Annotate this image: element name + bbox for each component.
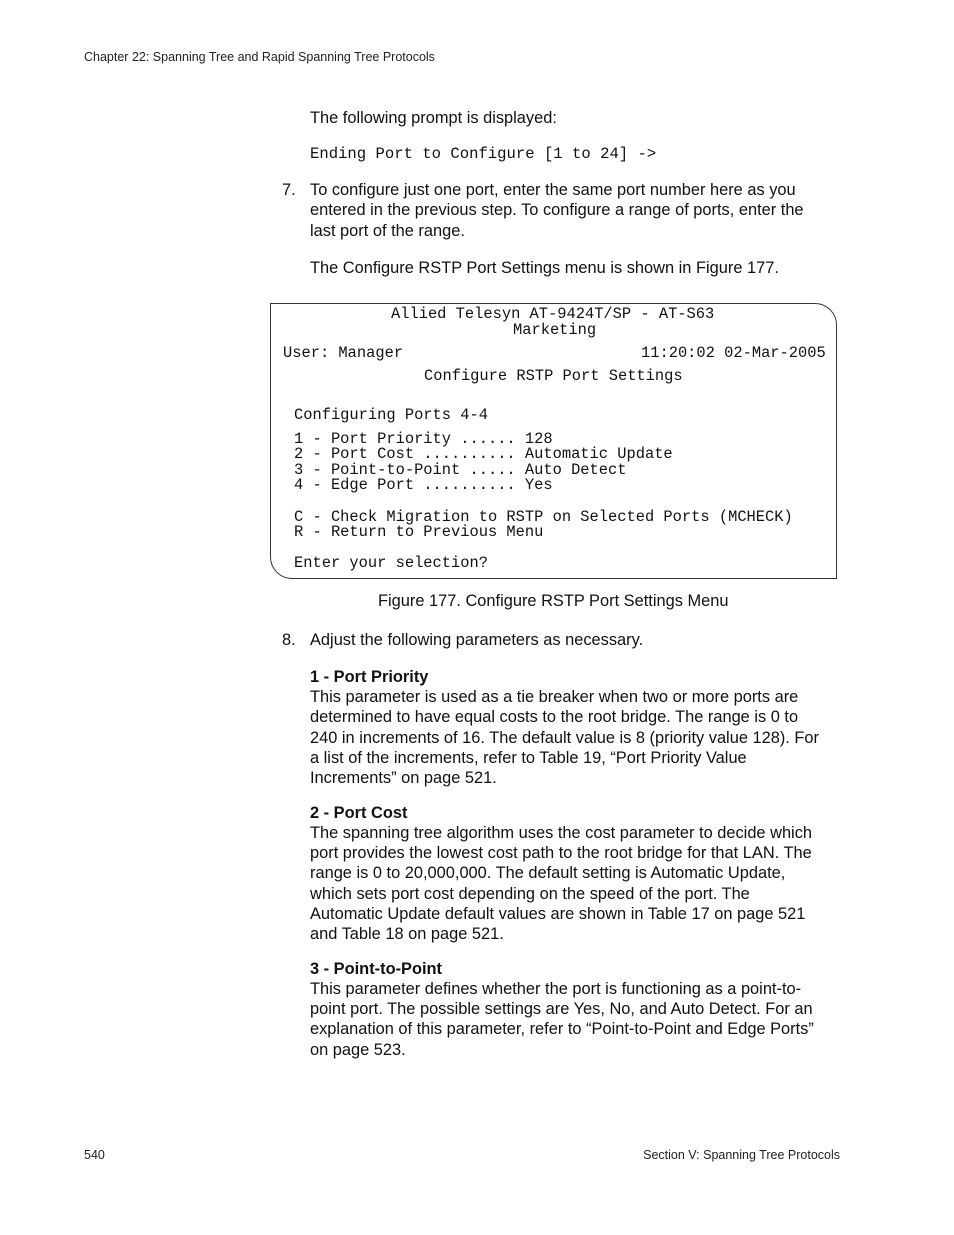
param-port-cost-line: which sets port cost depending on the speed of the port. The	[310, 885, 750, 903]
page-number: 540	[84, 1148, 105, 1162]
terminal-title: Allied Telesyn AT-9424T/SP - AT-S63	[391, 305, 715, 323]
param-port-priority-line: determined to have equal costs to the root bridge. The range is 0 to	[310, 708, 799, 726]
param-point-to-point-heading: 3 - Point-to-Point	[310, 960, 443, 978]
terminal-datetime: 11:20:02 02-Mar-2005	[641, 344, 826, 362]
terminal-menu-title: Configure RSTP Port Settings	[424, 367, 683, 385]
param-port-priority-heading: 1 - Port Priority	[310, 668, 429, 686]
param-port-cost-heading: 2 - Port Cost	[310, 804, 408, 822]
menu-reference: The Configure RSTP Port Settings menu is shown in Figure 177.	[310, 259, 779, 277]
prompt-intro: The following prompt is displayed:	[310, 109, 557, 127]
step-7-line-3: last port of the range.	[310, 222, 465, 240]
terminal-option-port-priority: 1 - Port Priority ...... 128	[294, 430, 553, 448]
param-point-to-point-line: point port. The possible settings are Yes, No, and Auto Detect. For an	[310, 1000, 813, 1018]
step-7-line-2: entered in the previous step. To configure a range of ports, enter the	[310, 201, 804, 219]
param-port-cost-line: range is 0 to 20,000,000. The default setting is Automatic Update,	[310, 864, 786, 882]
param-port-cost-line: port provides the lowest cost path to the root bridge for that LAN. The	[310, 844, 812, 862]
param-port-priority-line: Increments” on page 521.	[310, 769, 497, 787]
step-7-line-1: To configure just one port, enter the same port number here as you	[310, 181, 796, 199]
step-8-number: 8.	[282, 631, 296, 649]
param-port-cost-line: The spanning tree algorithm uses the cost parameter to decide which	[310, 824, 813, 842]
param-port-cost-line: Automatic Update default values are shown in Table 17 on page 521	[310, 905, 806, 923]
terminal-screen	[270, 303, 837, 579]
figure-caption: Figure 177. Configure RSTP Port Settings Menu	[378, 592, 729, 610]
terminal-option-point-to-point: 3 - Point-to-Point ..... Auto Detect	[294, 461, 627, 479]
terminal-option-check-migration: C - Check Migration to RSTP on Selected Ports (MCHECK)	[294, 508, 793, 526]
terminal-option-return: R - Return to Previous Menu	[294, 523, 544, 541]
section-title: Section V: Spanning Tree Protocols	[643, 1148, 840, 1162]
terminal-user: User: Manager	[283, 344, 404, 362]
running-header: Chapter 22: Spanning Tree and Rapid Spanning Tree Protocols	[84, 50, 435, 64]
param-port-priority-line: 240 in increments of 16. The default value is 8 (priority value 128). For	[310, 729, 819, 747]
param-port-cost-line: and Table 18 on page 521.	[310, 925, 504, 943]
param-port-priority-line: This parameter is used as a tie breaker when two or more ports are	[310, 688, 799, 706]
param-point-to-point-line: This parameter defines whether the port is functioning as a point-to-	[310, 980, 802, 998]
step-7-number: 7.	[282, 181, 296, 199]
terminal-prompt: Enter your selection?	[294, 554, 488, 572]
param-point-to-point-line: on page 523.	[310, 1041, 406, 1059]
terminal-option-port-cost: 2 - Port Cost .......... Automatic Update	[294, 445, 673, 463]
terminal-configuring: Configuring Ports 4-4	[294, 406, 488, 424]
terminal-option-edge-port: 4 - Edge Port .......... Yes	[294, 476, 553, 494]
prompt-code: Ending Port to Configure [1 to 24] ->	[310, 145, 657, 163]
param-port-priority-line: a list of the increments, refer to Table 19, “Port Priority Value	[310, 749, 747, 767]
param-point-to-point-line: explanation of this parameter, refer to “Point-to-Point and Edge Ports”	[310, 1020, 814, 1038]
terminal-subtitle: Marketing	[513, 321, 597, 339]
step-8-text: Adjust the following parameters as necessary.	[310, 631, 644, 649]
